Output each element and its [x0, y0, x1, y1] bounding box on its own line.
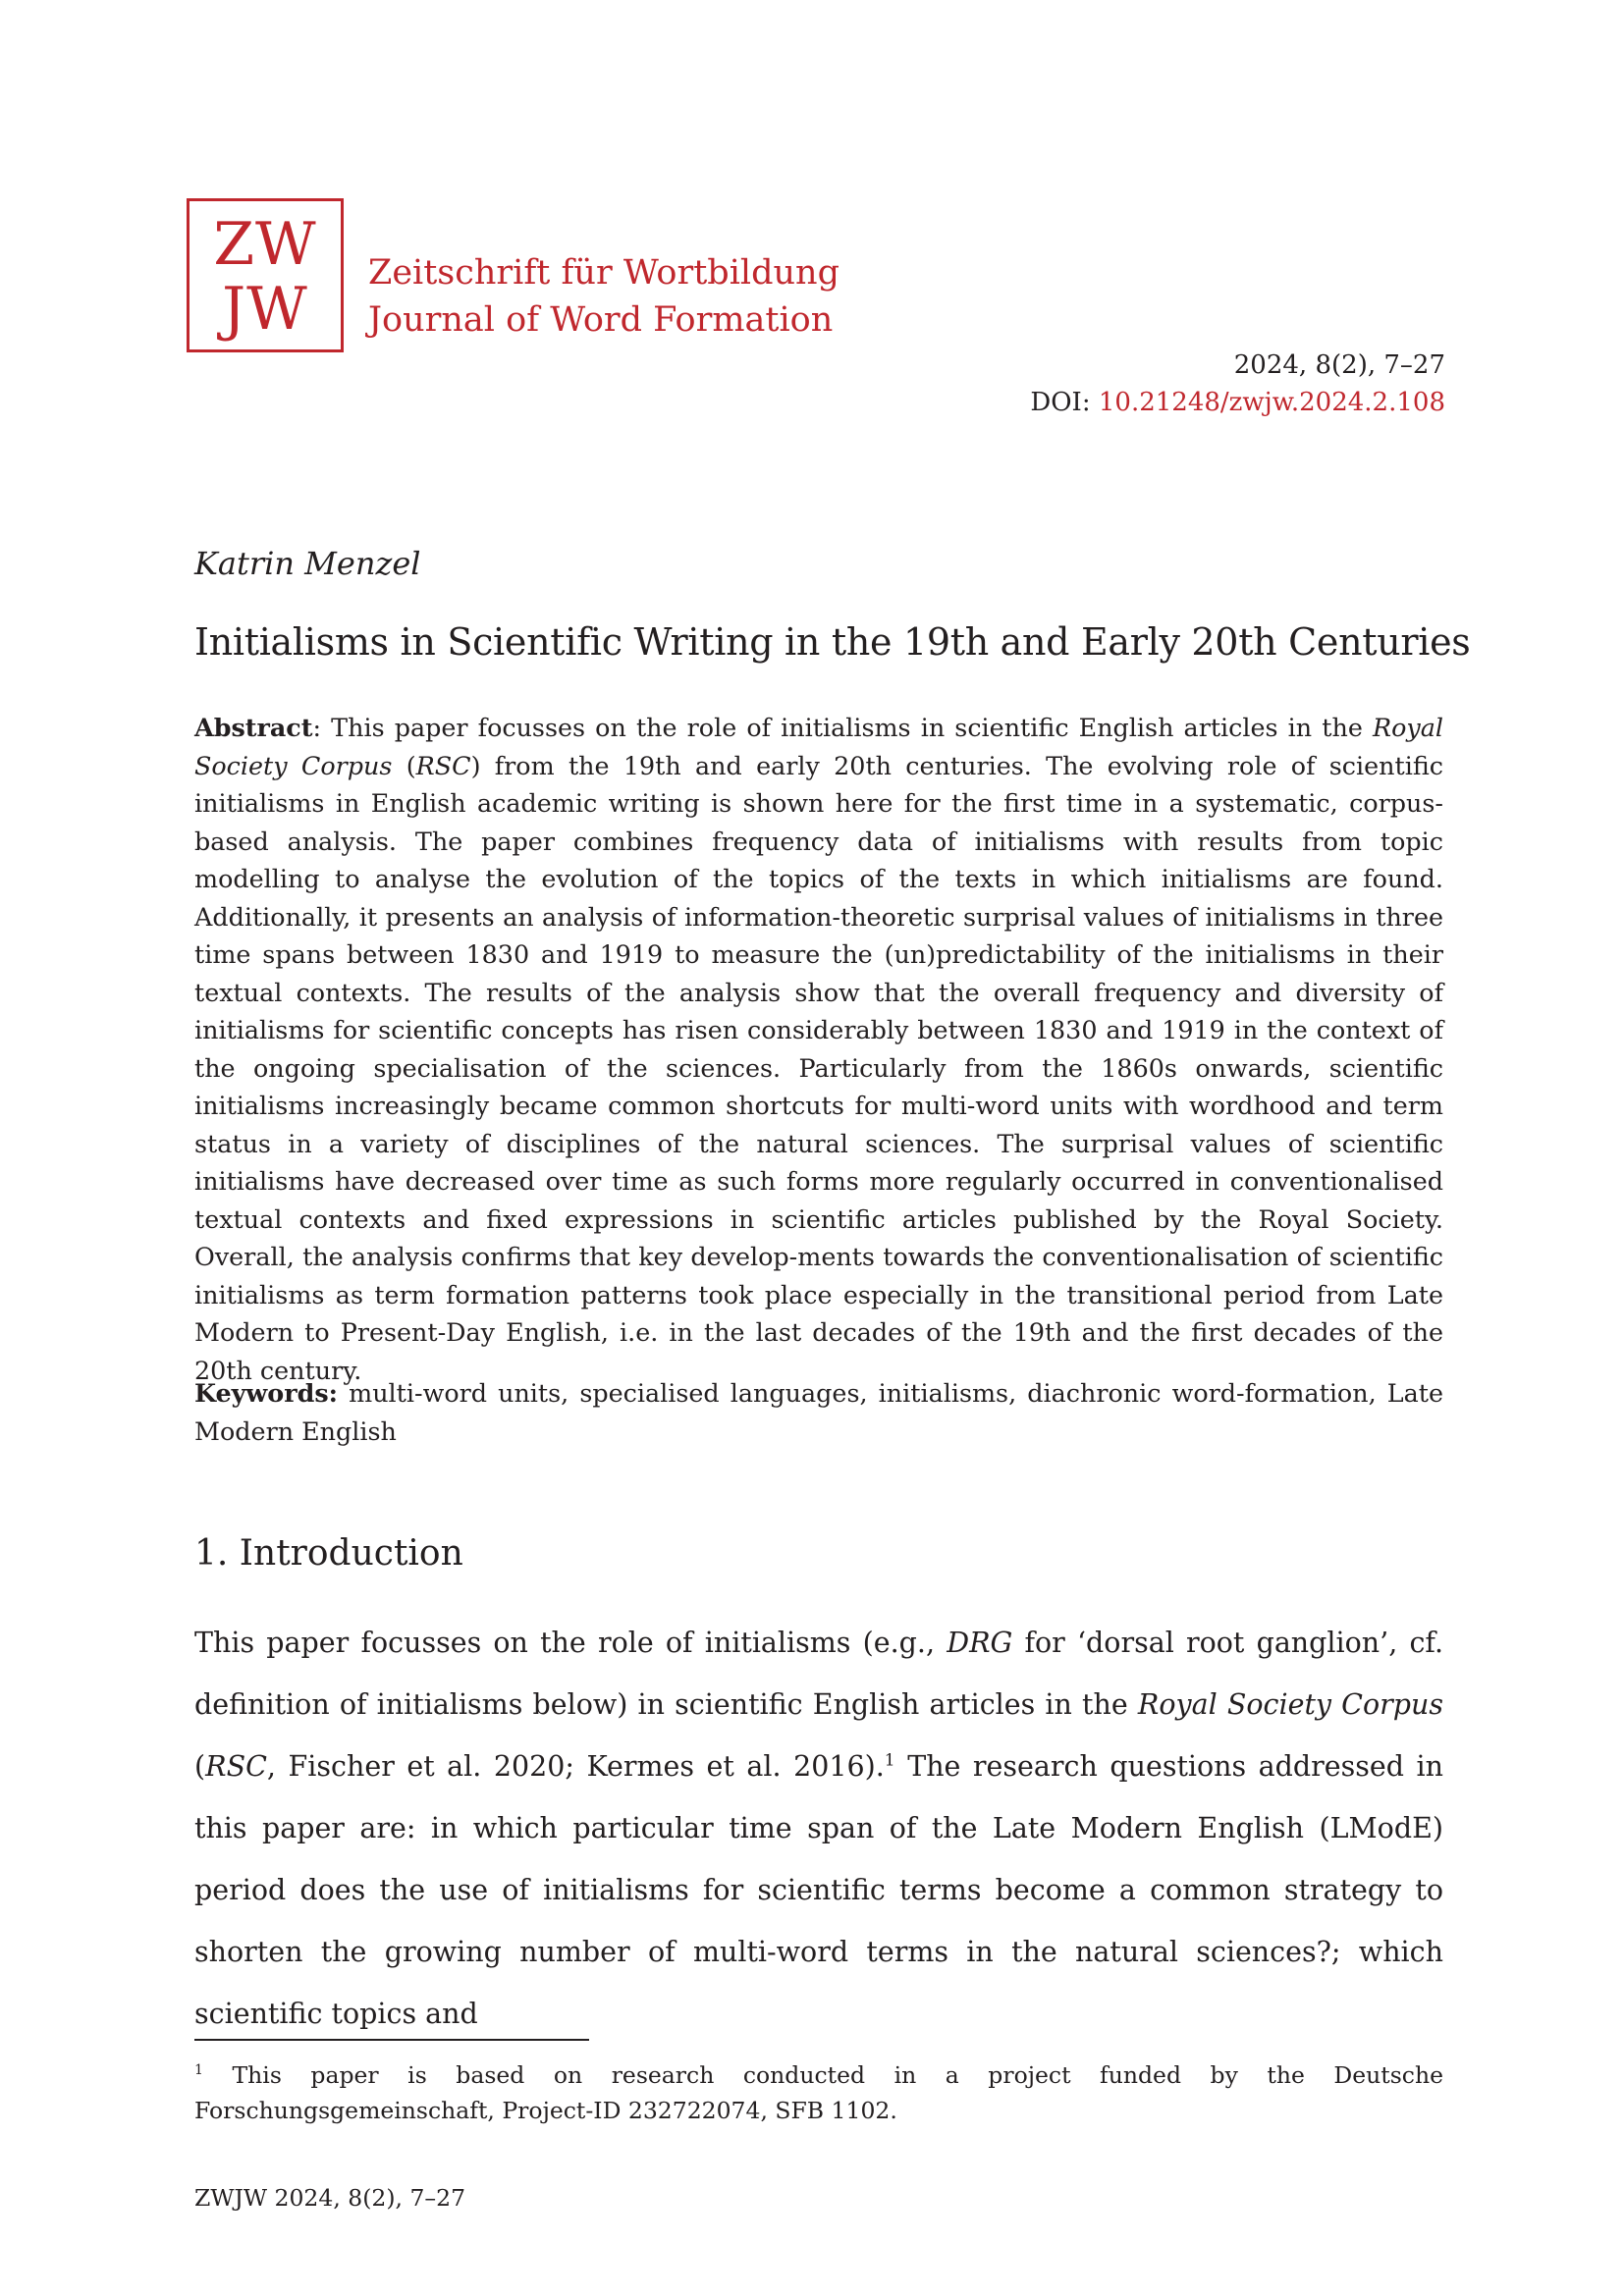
author-name: Katrin Menzel [194, 545, 421, 582]
citation-doi [1030, 384, 1445, 421]
abstract-rsc: RSC [415, 750, 471, 780]
keywords [194, 1374, 1443, 1450]
paper-title: Initialisms in Scientific Writing in the 19th and Early 20th Centuries [194, 620, 1471, 664]
abstract-label: Abstract [194, 713, 313, 742]
intro-paragraph [194, 1612, 1443, 2045]
abstract-text: ( [392, 750, 416, 780]
footnote-mark: 1 [194, 2062, 203, 2079]
journal-logo [187, 198, 344, 352]
intro-rsc: RSC [205, 1750, 267, 1783]
intro-text: The research questions addressed in this paper are: in which particular time span of the Late Modern English (LModE) period does the use of initialisms for scientific terms become a common strategy to shorten the growing number of multi-word terms in the natural sciences?; which scientific topics and [194, 1750, 1443, 2030]
intro-corpus-name: Royal Society Corpus [1137, 1688, 1443, 1721]
abstract-corpus-name: Royal Society Corpus [194, 713, 1443, 780]
logo-line-2: JW [222, 275, 308, 344]
doi-label: DOI: [1030, 388, 1091, 417]
doi-link[interactable]: 10.21248/zwjw.2024.2.108 [1098, 388, 1445, 417]
journal-name-de: Zeitschrift für Wortbildung [368, 253, 839, 293]
footnote [194, 2057, 1443, 2128]
footnote-text: This paper is based on research conducted in a project funded by the Deutsche Forschungsgemeinschaft, Project-ID 232722074, SFB 1102. [194, 2061, 1443, 2124]
footnote-ref[interactable]: 1 [884, 1750, 895, 1771]
running-footer: ZWJW 2024, 8(2), 7–27 [194, 2184, 466, 2212]
journal-name-en: Journal of Word Formation [368, 300, 834, 340]
intro-drg: DRG [947, 1627, 1013, 1659]
abstract-text: ) from the 19th and early 20th centuries. The evolving role of scientific initialisms in English academic writing is shown here for the first time in a systematic, corpus-based analysis. The paper combines frequency data of initialisms with results from topic modelling to analyse the evolution of the topics of the texts in which initialisms are found. Additionally, it presents an analysis of information-theoretic surprisal values of initialisms in three time spans between 1830 and 1919 to measure the (un)predictability of the initialisms in their textual contexts. The results of the analysis show that the overall frequency and diversity of initialisms for scientific concepts has risen considerably between 1830 and 1919 in the context of the ongoing specialisation of the sciences. Particularly from the 1860s onwards, scientific initialisms increasingly became common shortcuts for multi-word units with wordhood and term status in a variety of disciplines of the natural sciences. The surprisal values of scientific initialisms have decreased over time as such forms more regularly occurred in conventionalised textual contexts and fixed expressions in scientific articles published by the Royal Society. Overall, the analysis confirms that key develop-ments towards the conventionalisation of scientific initialisms as term formation patterns took place especially in the transitional period from Late Modern to Present-Day English, i.e. in the last decades of the 19th and the first decades of the 20th century. [194, 750, 1443, 1385]
intro-text: ( [194, 1750, 206, 1783]
keywords-text: multi-word units, specialised languages, initialisms, diachronic word-formation, Late Modern English [194, 1378, 1443, 1446]
intro-text: for ‘dorsal root ganglion’, cf. definition of initialisms below) in scientific English articles in the [194, 1627, 1444, 1721]
intro-text: , Fischer et al. 2020; Kermes et al. 2016). [266, 1750, 885, 1783]
abstract [194, 709, 1443, 1389]
abstract-text: : This paper focusses on the role of initialisms in scientific English articles in the [312, 713, 1373, 742]
section-heading: 1. Introduction [194, 1533, 463, 1574]
intro-text: This paper focusses on the role of initialisms (e.g., [194, 1627, 947, 1659]
logo-line-1: ZW [213, 210, 317, 279]
keywords-label: Keywords: [194, 1378, 339, 1408]
citation-volume: 2024, 8(2), 7–27 [1233, 350, 1445, 380]
footnote-rule [194, 2039, 589, 2041]
